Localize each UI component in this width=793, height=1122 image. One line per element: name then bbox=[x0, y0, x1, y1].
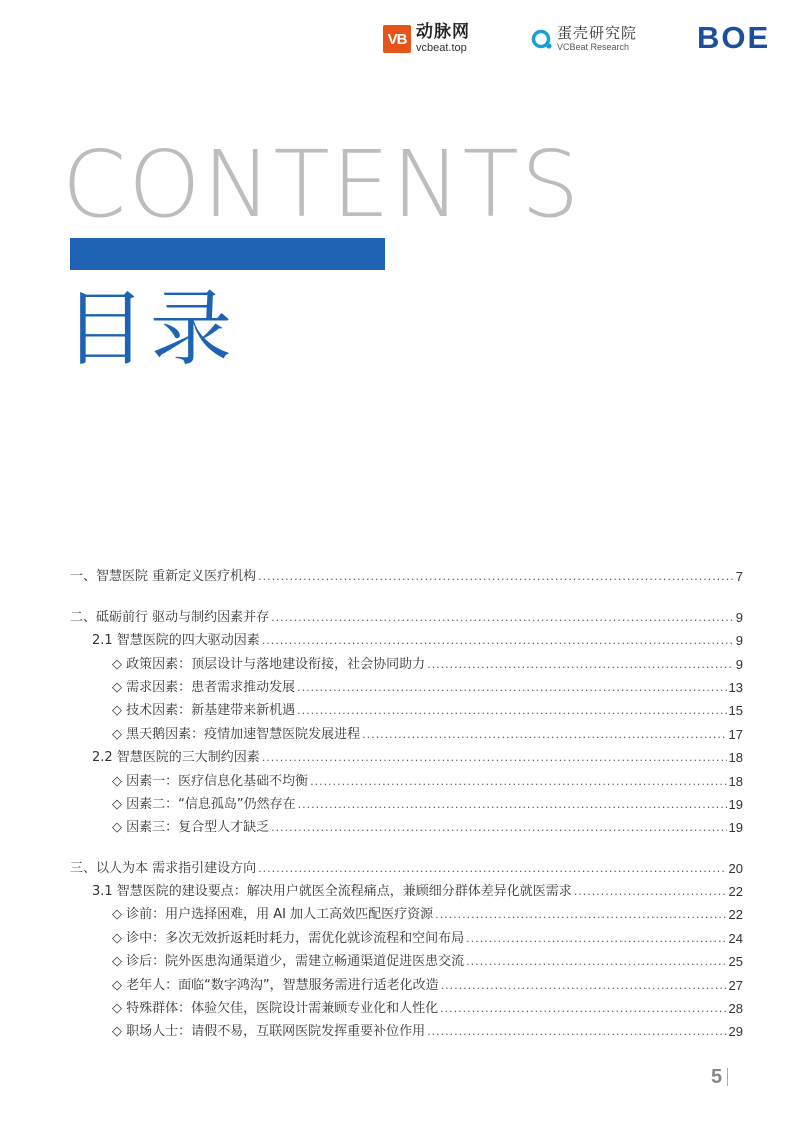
toc-entry-label: ◇ 诊前：用户选择困难，用 AI 加人工高效匹配医疗资源 bbox=[112, 907, 434, 923]
toc-entry-section-3[interactable] bbox=[70, 854, 743, 877]
toc-entry-section-1[interactable] bbox=[70, 563, 743, 586]
toc-leader-dots bbox=[258, 568, 734, 586]
toc-leader-dots bbox=[310, 773, 726, 791]
toc-entry-page: 18 bbox=[728, 773, 743, 789]
toc-entry-special-groups[interactable] bbox=[70, 995, 743, 1018]
toc-entry-pre-diagnosis[interactable] bbox=[70, 901, 743, 924]
title-accent-bar bbox=[70, 238, 385, 270]
toc-entry-label: 一、智慧医院 重新定义医疗机构 bbox=[70, 569, 257, 585]
toc-entry-page: 22 bbox=[728, 907, 743, 923]
toc-entry-page: 25 bbox=[728, 954, 743, 970]
vcbeat-logo-badge: VB bbox=[383, 25, 411, 53]
toc-gap bbox=[70, 837, 743, 854]
research-logo-english: VCBeat Research bbox=[557, 42, 630, 52]
boe-logo: BOE bbox=[697, 20, 771, 55]
toc-entry-label: ◇ 因素一：医疗信息化基础不均衡 bbox=[112, 773, 309, 789]
toc-entry-black-swan[interactable] bbox=[70, 720, 743, 743]
toc-entry-label: 二、砥砺前行 驱动与制约因素并存 bbox=[70, 609, 270, 625]
table-of-contents bbox=[70, 563, 743, 1041]
toc-entry-page: 28 bbox=[728, 1001, 743, 1017]
toc-leader-dots bbox=[427, 656, 734, 674]
toc-leader-dots bbox=[297, 702, 726, 720]
toc-entry-page: 24 bbox=[728, 930, 743, 946]
toc-entry-page: 9 bbox=[735, 633, 743, 649]
toc-entry-page: 20 bbox=[728, 860, 743, 876]
toc-entry-label: ◇ 需求因素：患者需求推动发展 bbox=[112, 679, 296, 695]
toc-entry-factor-1[interactable] bbox=[70, 767, 743, 790]
toc-leader-dots bbox=[262, 749, 727, 767]
toc-leader-dots bbox=[271, 819, 726, 837]
vcbeat-logo-name: 动脉网 bbox=[416, 22, 470, 42]
toc-entry-section-2-1[interactable] bbox=[70, 627, 743, 650]
toc-entry-section-2-2[interactable] bbox=[70, 744, 743, 767]
page-number: 5 bbox=[711, 1066, 723, 1088]
toc-gap bbox=[70, 586, 743, 603]
vcbeat-logo bbox=[383, 22, 470, 56]
toc-entry-label: 2.2 智慧医院的三大制约因素 bbox=[92, 750, 260, 766]
toc-entry-demand[interactable] bbox=[70, 674, 743, 697]
toc-entry-label: ◇ 黑天鹅因素：疫情加速智慧医院发展进程 bbox=[112, 726, 361, 742]
toc-entry-professionals[interactable] bbox=[70, 1018, 743, 1041]
toc-leader-dots bbox=[441, 977, 727, 995]
toc-leader-dots bbox=[466, 930, 726, 948]
toc-leader-dots bbox=[574, 883, 727, 901]
toc-entry-label: ◇ 因素二：“信息孤岛”仍然存在 bbox=[112, 796, 296, 812]
toc-entry-label: 3.1 智慧医院的建设要点：解决用户就医全流程痛点，兼顾细分群体差异化就医需求 bbox=[92, 884, 572, 900]
vcbeat-logo-url: vcbeat.top bbox=[416, 42, 467, 54]
eggshell-icon bbox=[531, 28, 553, 50]
toc-leader-dots bbox=[427, 1023, 726, 1041]
toc-leader-dots bbox=[440, 1000, 726, 1018]
toc-entry-section-2[interactable] bbox=[70, 603, 743, 626]
toc-entry-label: ◇ 诊后：院外医患沟通渠道少，需建立畅通渠道促进医患交流 bbox=[112, 954, 465, 970]
toc-entry-page: 15 bbox=[728, 703, 743, 719]
toc-entry-page: 13 bbox=[728, 679, 743, 695]
toc-entry-post-diagnosis[interactable] bbox=[70, 948, 743, 971]
toc-leader-dots bbox=[271, 609, 734, 627]
toc-entry-section-3-1[interactable] bbox=[70, 878, 743, 901]
toc-entry-page: 17 bbox=[728, 726, 743, 742]
toc-entry-label: ◇ 职场人士：请假不易，互联网医院发挥重要补位作用 bbox=[112, 1024, 426, 1040]
toc-entry-page: 18 bbox=[728, 750, 743, 766]
toc-entry-label: ◇ 技术因素：新基建带来新机遇 bbox=[112, 703, 296, 719]
toc-entry-policy[interactable] bbox=[70, 650, 743, 673]
toc-entry-label: 2.1 智慧医院的四大驱动因素 bbox=[92, 633, 260, 649]
toc-entry-page: 27 bbox=[728, 977, 743, 993]
toc-leader-dots bbox=[297, 679, 726, 697]
research-logo-name: 蛋壳研究院 bbox=[557, 24, 638, 42]
toc-leader-dots bbox=[298, 796, 727, 814]
toc-entry-page: 29 bbox=[728, 1024, 743, 1040]
toc-entry-page: 19 bbox=[728, 820, 743, 836]
toc-entry-label: ◇ 因素三：复合型人才缺乏 bbox=[112, 820, 270, 836]
toc-entry-page: 19 bbox=[728, 796, 743, 812]
toc-leader-dots bbox=[362, 726, 726, 744]
toc-leader-dots bbox=[435, 906, 726, 924]
toc-entry-label: 三、以人为本 需求指引建设方向 bbox=[70, 860, 257, 876]
toc-entry-label: ◇ 老年人：面临“数字鸿沟”，智慧服务需进行适老化改造 bbox=[112, 977, 439, 993]
toc-entry-elderly[interactable] bbox=[70, 971, 743, 994]
toc-entry-factor-3[interactable] bbox=[70, 814, 743, 837]
toc-entry-label: ◇ 特殊群体：体验欠佳，医院设计需兼顾专业化和人性化 bbox=[112, 1001, 439, 1017]
vcbeat-research-logo bbox=[531, 22, 637, 56]
toc-entry-page: 7 bbox=[735, 569, 743, 585]
toc-entry-label: ◇ 诊中：多次无效折返耗时耗力，需优化就诊流程和空间布局 bbox=[112, 930, 465, 946]
contents-title: CONTENTS bbox=[62, 131, 582, 238]
toc-entry-label: ◇ 政策因素：顶层设计与落地建设衔接，社会协同助力 bbox=[112, 656, 426, 672]
toc-entry-in-diagnosis[interactable] bbox=[70, 924, 743, 947]
toc-entry-page: 9 bbox=[735, 609, 743, 625]
toc-leader-dots bbox=[466, 953, 726, 971]
chinese-title: 目录 bbox=[64, 282, 237, 377]
toc-leader-dots bbox=[258, 860, 726, 878]
toc-entry-page: 9 bbox=[735, 656, 743, 672]
toc-entry-factor-2[interactable] bbox=[70, 791, 743, 814]
toc-entry-page: 22 bbox=[728, 884, 743, 900]
page-number-divider bbox=[727, 1068, 728, 1086]
toc-leader-dots bbox=[262, 632, 734, 650]
toc-entry-technology[interactable] bbox=[70, 697, 743, 720]
